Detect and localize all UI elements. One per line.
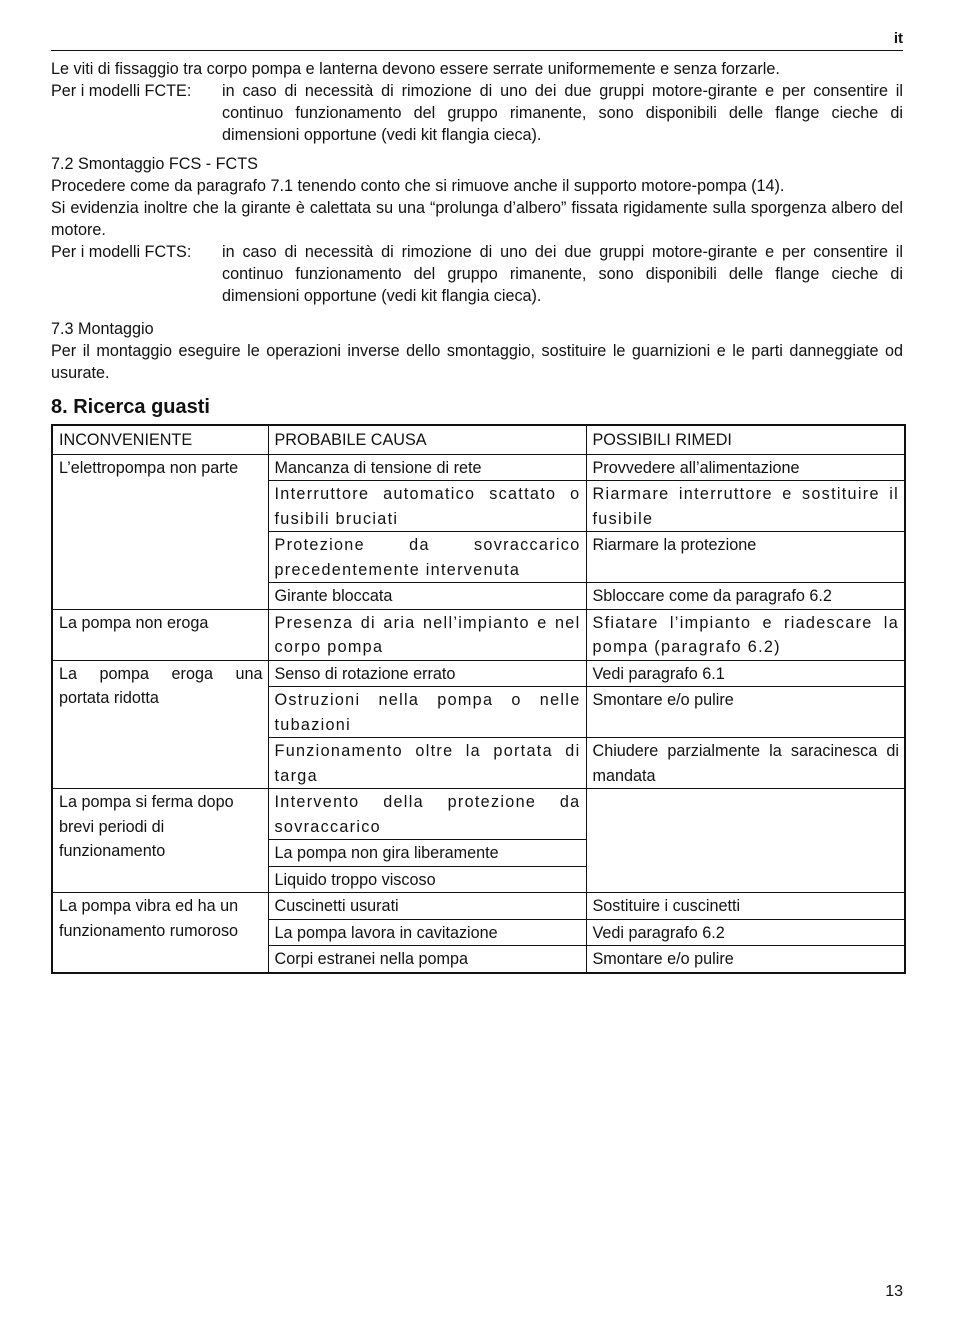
header-divider xyxy=(51,50,903,51)
problem-cell: La pompa non eroga xyxy=(52,609,268,660)
remedy-cell: Provvedere all’alimentazione xyxy=(586,454,905,481)
remedy-cell: Sfiatare l’impianto e riadescare la pompa (paragrafo 6.2) xyxy=(586,609,905,660)
intro-paragraph: Le viti di fissaggio tra corpo pompa e lanterna devono essere serrate uniformemente e senza forzarle. xyxy=(51,60,780,78)
section-7-3-paragraph: Per il montaggio eseguire le operazioni inverse dello smontaggio, sostituire le guarnizioni e le parti danneggiate od usurate. xyxy=(51,342,903,382)
section-7-3-title: 7.3 Montaggio xyxy=(51,320,154,338)
problem-cell: L’elettropompa non parte xyxy=(52,454,268,609)
remedy-cell: Smontare e/o pulire xyxy=(586,687,905,738)
cause-cell: Mancanza di tensione di rete xyxy=(268,454,586,481)
cause-cell: Ostruzioni nella pompa o nelle tubazioni xyxy=(268,687,586,738)
problem-cell: La pompa eroga una portata ridotta xyxy=(52,660,268,789)
fcts-note xyxy=(51,241,903,307)
table-row xyxy=(52,660,905,687)
language-marker: it xyxy=(893,30,903,47)
remedy-cell: Chiudere parzialmente la saracinesca di mandata xyxy=(586,738,905,789)
remedy-cell: Smontare e/o pulire xyxy=(586,946,905,973)
cause-cell: Girante bloccata xyxy=(268,583,586,610)
fcte-note xyxy=(51,80,903,146)
cause-cell: Presenza di aria nell’impianto e nel corpo pompa xyxy=(268,609,586,660)
problem-cell: La pompa vibra ed ha un funzionamento rumoroso xyxy=(52,893,268,973)
cause-cell: La pompa non gira liberamente xyxy=(268,840,586,867)
remedy-cell: Vedi paragrafo 6.1 xyxy=(586,660,905,687)
header-cause: PROBABILE CAUSA xyxy=(268,425,586,454)
header-remedy: POSSIBILI RIMEDI xyxy=(586,425,905,454)
remedy-cell-empty xyxy=(586,789,905,893)
remedy-cell: Riarmare la protezione xyxy=(586,532,905,583)
cause-cell: Cuscinetti usurati xyxy=(268,893,586,920)
table-row xyxy=(52,893,905,920)
cause-cell: Senso di rotazione errato xyxy=(268,660,586,687)
page-number: 13 xyxy=(885,1283,903,1300)
remedy-cell: Sbloccare come da paragrafo 6.2 xyxy=(586,583,905,610)
cause-cell: Corpi estranei nella pompa xyxy=(268,946,586,973)
fcts-text: in caso di necessità di rimozione di uno dei due gruppi motore-girante e per consentire il continuo funzionamento del gruppo rimanente, sono disponibili delle flange cieche di dimensioni opportune (vedi kit flangia cieca). xyxy=(222,243,903,305)
table-row xyxy=(52,609,905,660)
remedy-cell: Vedi paragrafo 6.2 xyxy=(586,919,905,946)
remedy-cell: Sostituire i cuscinetti xyxy=(586,893,905,920)
cause-cell: Interruttore automatico scattato o fusibili bruciati xyxy=(268,481,586,532)
cause-cell: Funzionamento oltre la portata di targa xyxy=(268,738,586,789)
fcte-label: Per i modelli FCTE: xyxy=(51,82,192,100)
header-problem: INCONVENIENTE xyxy=(52,425,268,454)
table-header-row xyxy=(52,425,905,454)
page-content xyxy=(51,58,903,974)
fcte-text: in caso di necessità di rimozione di uno dei due gruppi motore-girante e per consentire il continuo funzionamento del gruppo rimanente, sono disponibili delle flange cieche di dimensioni opportune (vedi kit flangia cieca). xyxy=(222,82,903,144)
section-7-2-title: 7.2 Smontaggio FCS - FCTS xyxy=(51,155,258,173)
problem-cell: La pompa si ferma dopo brevi periodi di funzionamento xyxy=(52,789,268,893)
section-7-2-paragraph-2: Si evidenzia inoltre che la girante è calettata su una “prolunga d’albero” fissata rigidamente sulla sporgenza albero del motore. xyxy=(51,199,903,239)
section-7-2-paragraph-1: Procedere come da paragrafo 7.1 tenendo conto che si rimuove anche il supporto motore-pompa (14). xyxy=(51,177,785,195)
cause-cell: Protezione da sovraccarico precedentemente intervenuta xyxy=(268,532,586,583)
table-row xyxy=(52,789,905,840)
cause-cell: Liquido troppo viscoso xyxy=(268,866,586,893)
remedy-cell: Riarmare interruttore e sostituire il fusibile xyxy=(586,481,905,532)
fcts-label: Per i modelli FCTS: xyxy=(51,243,192,261)
cause-cell: Intervento della protezione da sovraccarico xyxy=(268,789,586,840)
troubleshooting-table xyxy=(51,424,906,974)
section-8-title: 8. Ricerca guasti xyxy=(51,396,210,418)
table-row xyxy=(52,454,905,481)
cause-cell: La pompa lavora in cavitazione xyxy=(268,919,586,946)
